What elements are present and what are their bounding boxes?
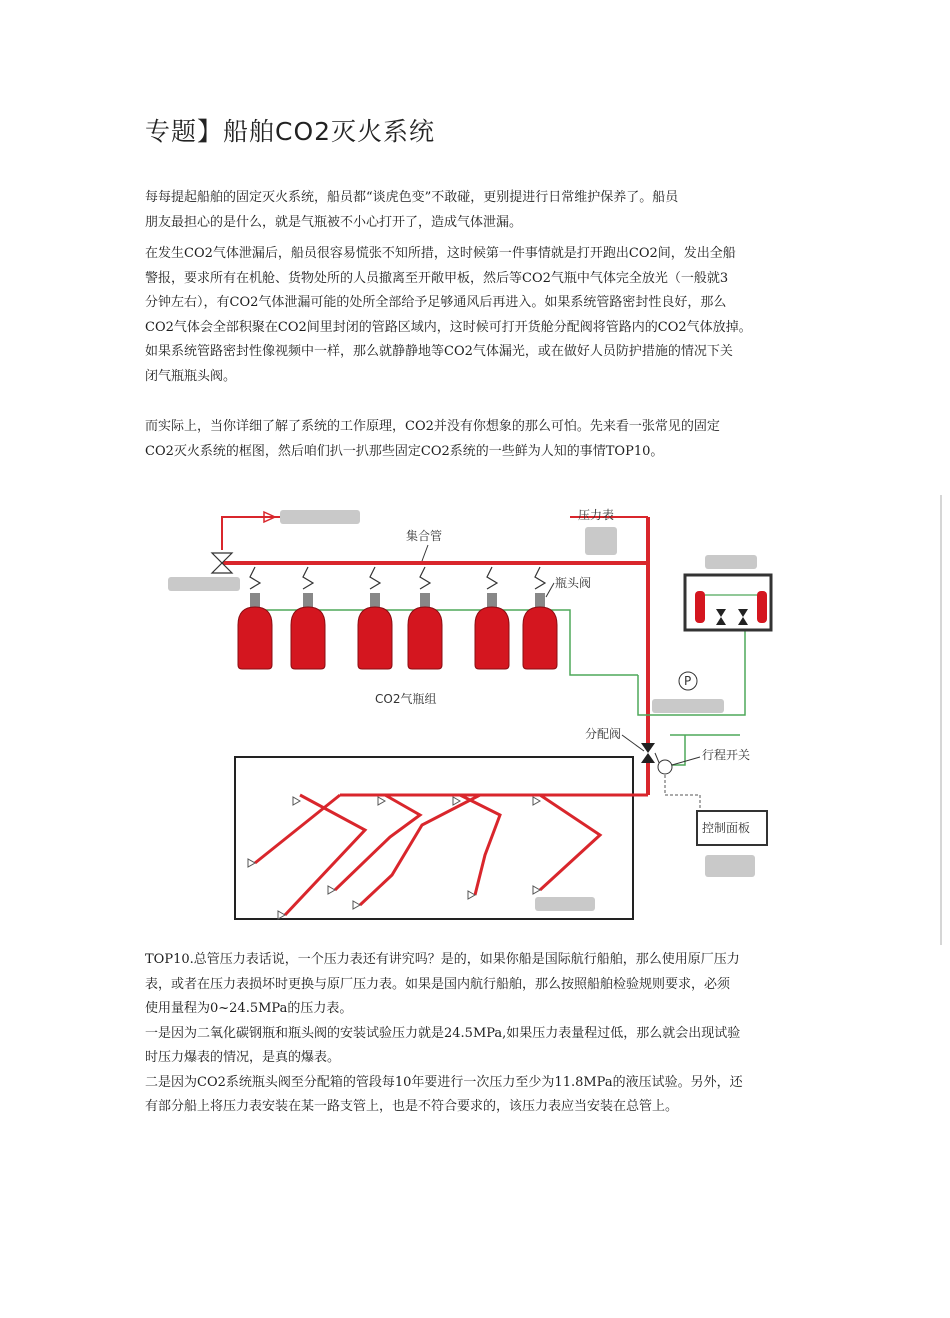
paragraph-intro <box>145 186 805 235</box>
paragraph-line: 使用量程为0~24.5MPa的压力表。 <box>145 1001 353 1016</box>
paragraph-leak <box>145 242 805 389</box>
paragraph-line: 朋友最担心的是什么，就是气瓶被不小心打开了，造成气体泄漏。 <box>145 214 523 230</box>
cylinder-group-label: CO2气瓶组 <box>375 692 437 706</box>
control-panel-label: 控制面板 <box>702 821 751 835</box>
control-panel-box <box>697 811 767 877</box>
pressure-gauge-label: 压力表 <box>578 508 615 522</box>
travel-switch-icon <box>658 760 672 774</box>
paragraph-line: TOP10.总管压力表话说，一个压力表还有讲究吗？是的，如果你船是国际航行船舶，那么使用原厂压力 <box>145 952 740 967</box>
svg-text:P: P <box>684 674 692 688</box>
paragraph-line: 表，或者在压力表损坏时更换与原厂压力表。如果是国内航行船舶，那么按照船舶检验规则要求，必须 <box>145 976 731 992</box>
paragraph-line: 一是因为二氧化碳钢瓶和瓶头阀的安装试验压力就是24.5MPa,如果压力表量程过低，那么就会出现试验 <box>145 1025 741 1041</box>
distribution-valve-label: 分配阀 <box>585 727 622 741</box>
paragraph-line: 分钟左右），有CO2气体泄漏可能的处所全部给予足够通风后再进入。如果系统管路密封性良好，那么 <box>145 295 727 310</box>
cylinder-valve-label: 瓶头阀 <box>555 576 592 590</box>
co2-cylinder <box>475 567 509 669</box>
blurred-label <box>168 577 240 591</box>
paragraph-line: 如果系统管路密封性像视频中一样，那么就静静地等CO2气体漏光，或在做好人员防护措施的情况下关 <box>145 344 733 359</box>
paragraph-line: 闭气瓶瓶头阀。 <box>145 368 237 384</box>
manifold-label: 集合管 <box>406 529 443 543</box>
page-title: 专题】船舶CO2灭火系统 <box>145 117 436 146</box>
paragraph-line: 二是因为CO2系统瓶头阀至分配箱的管段每10年要进行一次压力至少为11.8MPa的液压试验。另外，还 <box>145 1074 743 1090</box>
co2-cylinder <box>408 567 442 669</box>
co2-system-diagram <box>160 495 790 925</box>
paragraph-line: 每每提起船舶的固定灭火系统，船员都“谈虎色变”不敢碰，更别提进行日常维护保养了。船员 <box>145 190 679 205</box>
paragraph-principle <box>145 415 805 464</box>
pressure-switch-icon <box>652 672 724 713</box>
protected-space-frame <box>235 757 633 919</box>
paragraph-line: 而实际上，当你详细了解了系统的工作原理，CO2并没有你想象的那么可怕。先来看一张常见的固定 <box>145 419 720 434</box>
blurred-label <box>280 510 360 524</box>
blurred-label <box>585 527 617 555</box>
co2-cylinder <box>238 567 272 669</box>
paragraph-top10 <box>145 948 805 1120</box>
travel-switch-label: 行程开关 <box>702 748 751 762</box>
distribution-valve-icon <box>641 743 660 765</box>
paragraph-line: 有部分船上将压力表安装在某一路支管上，也是不符合要求的，该压力表应当安装在总管上。 <box>145 1099 679 1114</box>
paragraph-line: 在发生CO2气体泄漏后，船员很容易慌张不知所措，这时候第一件事情就是打开跑出CO2间，发出全船 <box>145 246 736 261</box>
co2-cylinder <box>358 567 392 669</box>
nozzle-icons <box>248 797 540 919</box>
paragraph-line: CO2灭火系统的框图，然后咱们扒一扒那些固定CO2系统的一些鲜为人知的事情TOP10。 <box>145 443 664 459</box>
blurred-label <box>535 897 595 911</box>
paragraph-line: CO2气体会全部积聚在CO2间里封闭的管路区域内，这时候可打开货舱分配阀将管路内的CO2气体放掉。 <box>145 319 752 335</box>
co2-cylinder-group <box>238 567 557 669</box>
co2-cylinder <box>523 567 557 669</box>
co2-cylinder <box>291 567 325 669</box>
paragraph-line: 警报，要求所有在机舱、货物处所的人员撤离至开敞甲板，然后等CO2气瓶中气体完全放光（一般就3 <box>145 270 729 286</box>
paragraph-line: 时压力爆表的情况，是真的爆表。 <box>145 1050 341 1065</box>
page-edge-divider <box>940 495 942 945</box>
pilot-cylinder-box <box>685 555 771 630</box>
